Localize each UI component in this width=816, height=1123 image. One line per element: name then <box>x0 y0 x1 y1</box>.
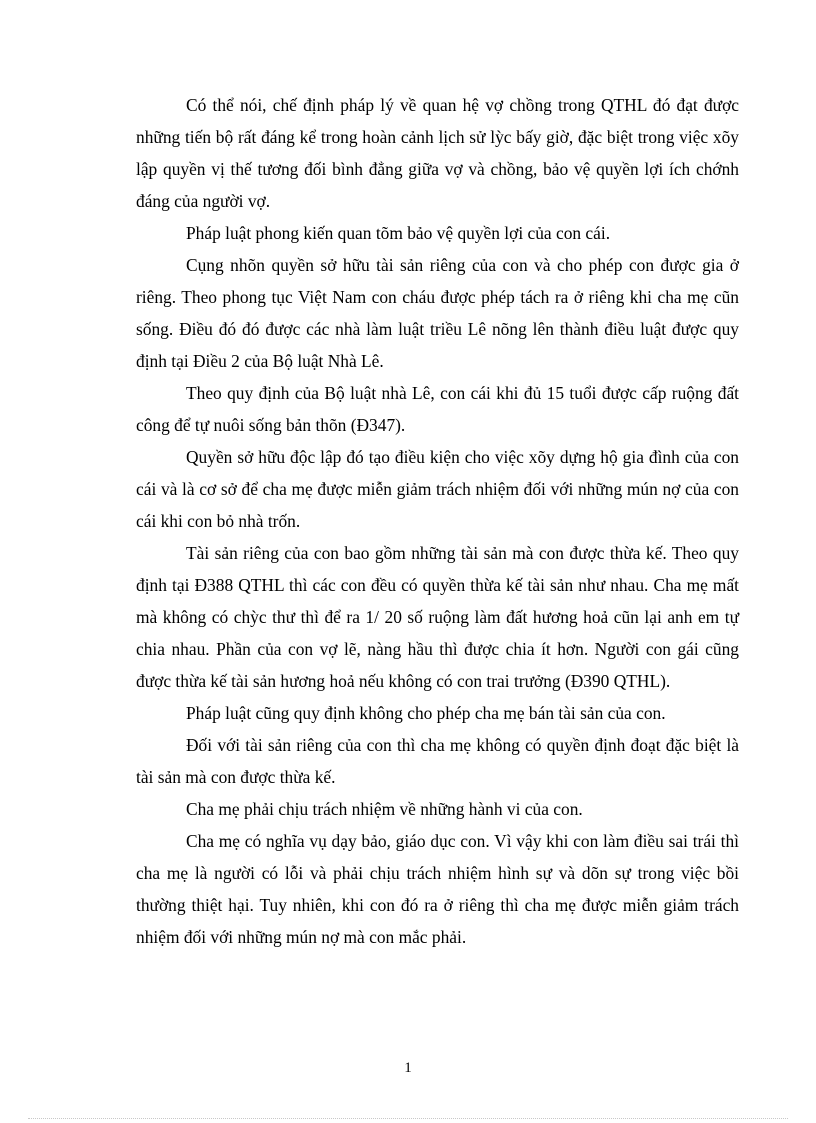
paragraph-10: Cha mẹ có nghĩa vụ dạy bảo, giáo dục con. Vì vậy khi con làm điều sai trái thì cha mẹ là người có lỗi và phải chịu trách nhiệm hình sự và dõn sự trong việc bồi thường thiệt hại. Tuy nhiên, khi con đó ra ở riêng thì cha mẹ được miễn giảm trách nhiệm đối với những mún nợ mà con mắc phải. <box>136 831 739 947</box>
paragraph-3: Cụng nhõn quyền sở hữu tài sản riêng của con và cho phép con được gia ở riêng. Theo phong tục Việt Nam con cháu được phép tách ra ở riêng khi cha mẹ cũn sống. Điều đó đó được các nhà làm luật triều Lê nõng lên thành điều luật được quy định tại Điều 2 của Bộ luật Nhà Lê. <box>136 255 739 371</box>
paragraph-9: Cha mẹ phải chịu trách nhiệm về những hành vi của con. <box>186 799 583 819</box>
page-number: 1 <box>404 1060 412 1076</box>
paragraph-5: Quyền sở hữu độc lập đó tạo điều kiện cho việc xõy dựng hộ gia đình của con cái và là cơ sở để cha mẹ được miễn giảm trách nhiệm đối với những mún nợ của con cái khi con bỏ nhà trốn. <box>136 447 739 531</box>
document-body <box>136 89 739 953</box>
paragraph-8: Đối với tài sản riêng của con thì cha mẹ không có quyền định đoạt đặc biệt là tài sản mà con được thừa kế. <box>136 735 739 787</box>
paragraph-4: Theo quy định của Bộ luật nhà Lê, con cái khi đủ 15 tuổi được cấp ruộng đất công để tự nuôi sống bản thõn (Đ347). <box>136 383 739 435</box>
paragraph-1: Có thể nói, chế định pháp lý về quan hệ vợ chồng trong QTHL đó đạt được những tiến bộ rất đáng kể trong hoàn cảnh lịch sử lỳc bấy giờ, đặc biệt trong việc xõy lập quyền vị thế tương đối bình đẳng giữa vợ và chồng, bảo vệ quyền lợi ích chớnh đáng của người vợ. <box>136 95 739 211</box>
paragraph-6: Tài sản riêng của con bao gồm những tài sản mà con được thừa kế. Theo quy định tại Đ388 QTHL thì các con đều có quyền thừa kế tài sản như nhau. Cha mẹ mất mà không có chỳc thư thì để ra 1/ 20 số ruộng làm đất hương hoả cũn lại anh em tự chia nhau. Phần của con vợ lẽ, nàng hầu thì được chia ít hơn. Người con gái cũng được thừa kế tài sản hương hoả nếu không có con trai trưởng (Đ390 QTHL). <box>136 543 739 691</box>
paragraph-2: Pháp luật phong kiến quan tõm bảo vệ quyền lợi của con cái. <box>186 223 611 243</box>
paragraph-7: Pháp luật cũng quy định không cho phép cha mẹ bán tài sản của con. <box>186 703 666 723</box>
page-bottom-divider <box>28 1118 788 1119</box>
